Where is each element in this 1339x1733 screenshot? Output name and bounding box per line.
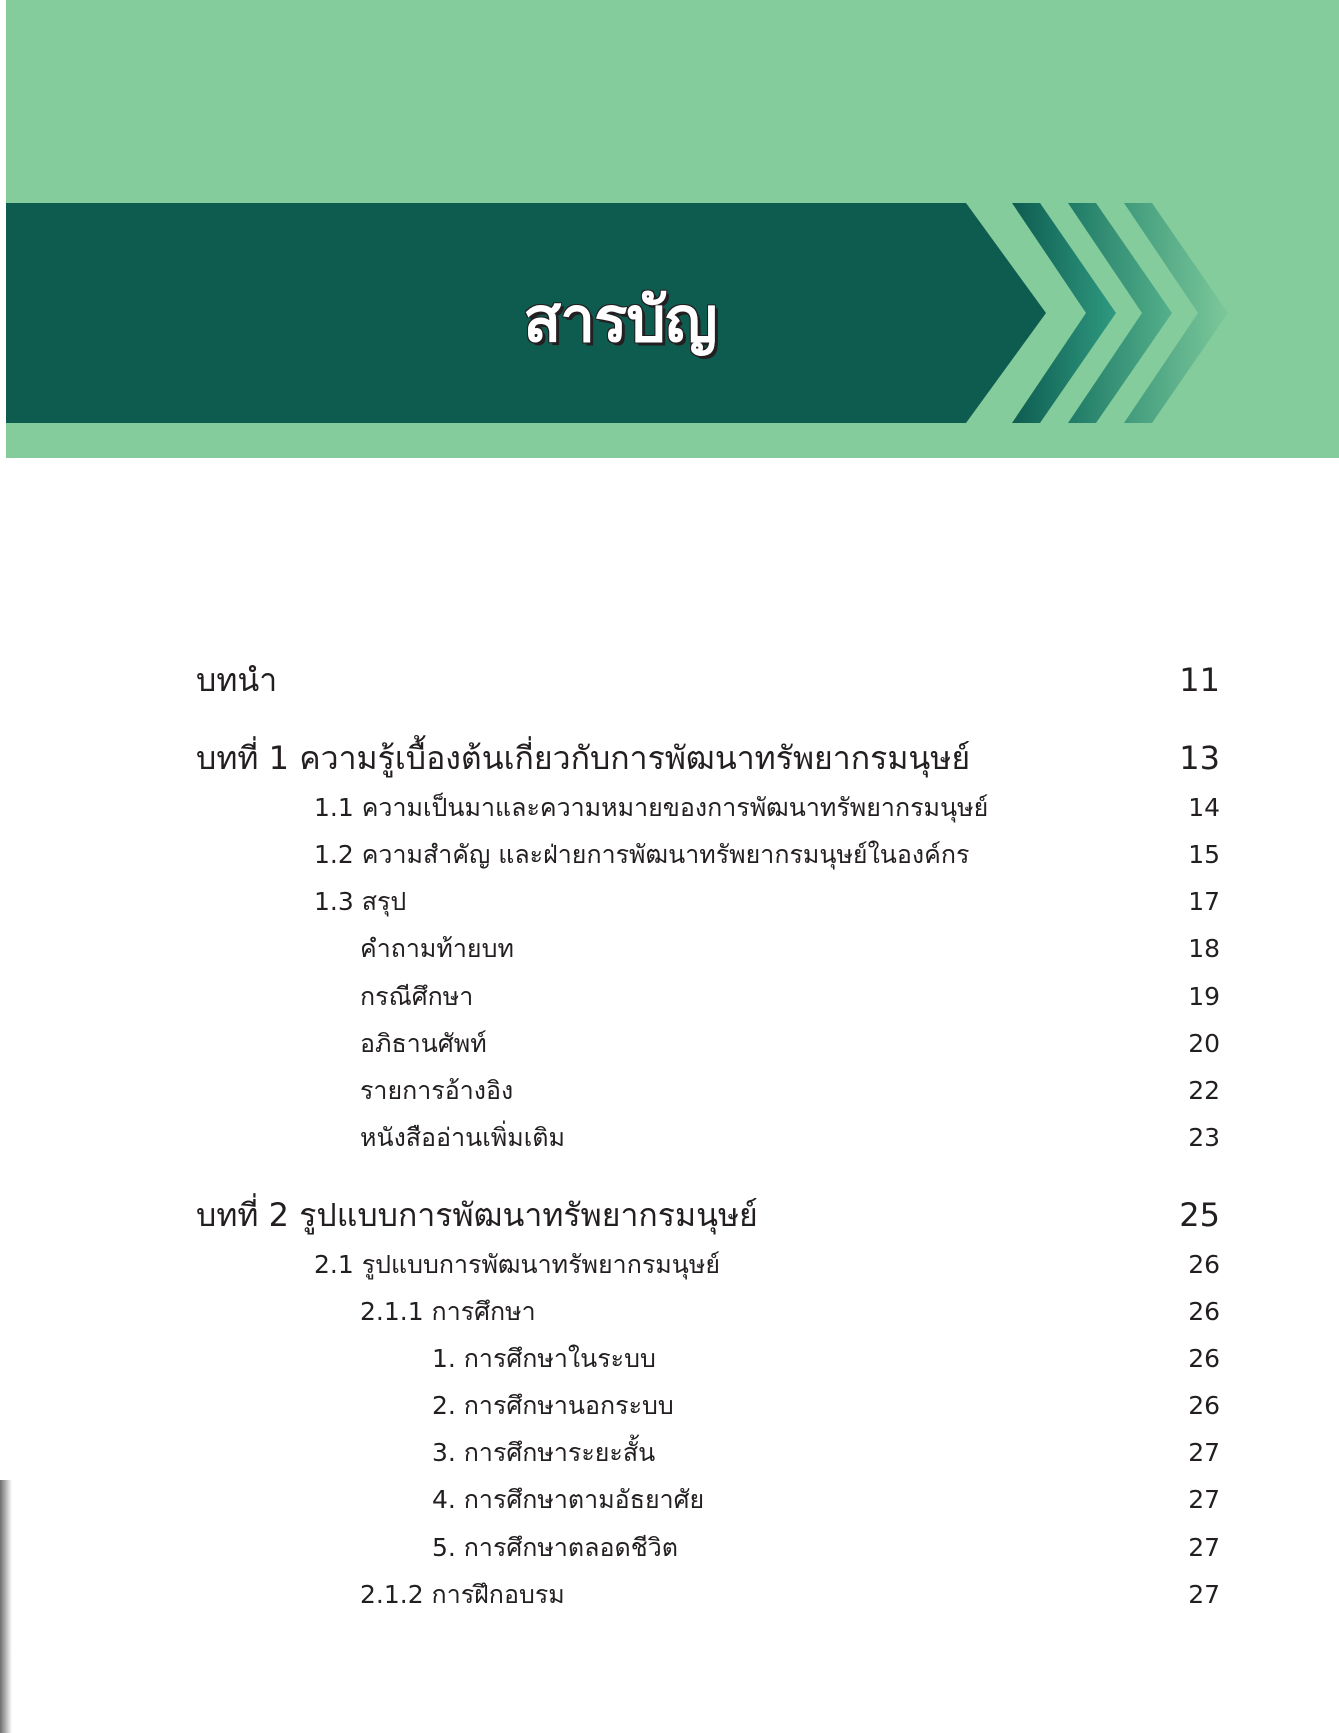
toc-entry-page: 27 <box>1188 1485 1220 1514</box>
toc-entry <box>0 1431 1339 1475</box>
toc-entry-label: 5. การศึกษาตลอดชีวิต <box>432 1533 678 1562</box>
toc-entry <box>0 1069 1339 1113</box>
toc-entry-page: 25 <box>1179 1196 1220 1234</box>
toc-entry-page: 26 <box>1188 1250 1220 1279</box>
toc-entry-label: 1.2 ความสำคัญ และฝ่ายการพัฒนาทรัพยากรมนุษย์ในองค์กร <box>314 840 970 869</box>
toc-entry-page: 22 <box>1188 1076 1220 1105</box>
toc-entry-label: บทที่ 1 ความรู้เบื้องต้นเกี่ยวกับการพัฒนาทรัพยากรมนุษย์ <box>196 739 971 777</box>
toc-entry-label: 2. การศึกษานอกระบบ <box>432 1391 674 1420</box>
toc-entry <box>0 927 1339 971</box>
toc-entry-page: 27 <box>1188 1580 1220 1609</box>
toc-entry <box>0 1116 1339 1160</box>
toc-entry <box>0 1243 1339 1287</box>
toc-entry-page: 26 <box>1188 1297 1220 1326</box>
toc-entry <box>0 1384 1339 1428</box>
toc-entry-page: 27 <box>1188 1533 1220 1562</box>
toc-entry-label: 2.1 รูปแบบการพัฒนาทรัพยากรมนุษย์ <box>314 1250 720 1279</box>
toc-entry-page: 13 <box>1179 739 1220 777</box>
toc-entry <box>0 1193 1339 1237</box>
toc-entry-page: 19 <box>1188 982 1220 1011</box>
toc-entry-label: คำถามท้ายบท <box>360 934 514 963</box>
toc-entry-page: 27 <box>1188 1438 1220 1467</box>
toc-entry <box>0 736 1339 780</box>
toc-entry-label: 1.1 ความเป็นมาและความหมายของการพัฒนาทรัพยากรมนุษย์ <box>314 793 989 822</box>
toc-entry-page: 26 <box>1188 1391 1220 1420</box>
toc-entry-page: 26 <box>1188 1344 1220 1373</box>
toc-entry-page: 23 <box>1188 1123 1220 1152</box>
toc-entry-page: 11 <box>1179 661 1220 699</box>
page-title: สารบัญ <box>523 283 717 356</box>
toc-entry-label: 3. การศึกษาระยะสั้น <box>432 1438 656 1467</box>
toc-entry-page: 14 <box>1188 793 1220 822</box>
toc-entry <box>0 1022 1339 1066</box>
toc-entry-page: 20 <box>1188 1029 1220 1058</box>
toc-entry-label: 2.1.2 การฝึกอบรม <box>360 1580 565 1609</box>
toc-entry-label: กรณีศึกษา <box>360 982 474 1011</box>
toc-entry <box>0 1290 1339 1334</box>
toc-entry-label: 4. การศึกษาตามอัธยาศัย <box>432 1485 705 1514</box>
toc-entry-page: 17 <box>1188 887 1220 916</box>
toc-entry <box>0 786 1339 830</box>
toc-entry <box>0 658 1339 702</box>
toc-entry-label: บทที่ 2 รูปแบบการพัฒนาทรัพยากรมนุษย์ <box>196 1196 758 1234</box>
toc-entry <box>0 975 1339 1019</box>
toc-entry-label: บทนำ <box>196 661 278 699</box>
toc-entry <box>0 1478 1339 1522</box>
toc-entry <box>0 1573 1339 1617</box>
toc-entry-label: 1.3 สรุป <box>314 887 407 916</box>
toc-entry-label: รายการอ้างอิง <box>360 1076 514 1105</box>
toc-entry <box>0 1526 1339 1570</box>
toc-entry <box>0 880 1339 924</box>
toc-entry-label: อภิธานศัพท์ <box>360 1029 487 1058</box>
toc-entry <box>0 1337 1339 1381</box>
toc-entry <box>0 833 1339 877</box>
toc-entry-label: 1. การศึกษาในระบบ <box>432 1344 656 1373</box>
toc-entry-page: 18 <box>1188 934 1220 963</box>
toc-entry-label: หนังสืออ่านเพิ่มเติม <box>360 1123 565 1152</box>
toc-entry-page: 15 <box>1188 840 1220 869</box>
toc-entry-label: 2.1.1 การศึกษา <box>360 1297 536 1326</box>
